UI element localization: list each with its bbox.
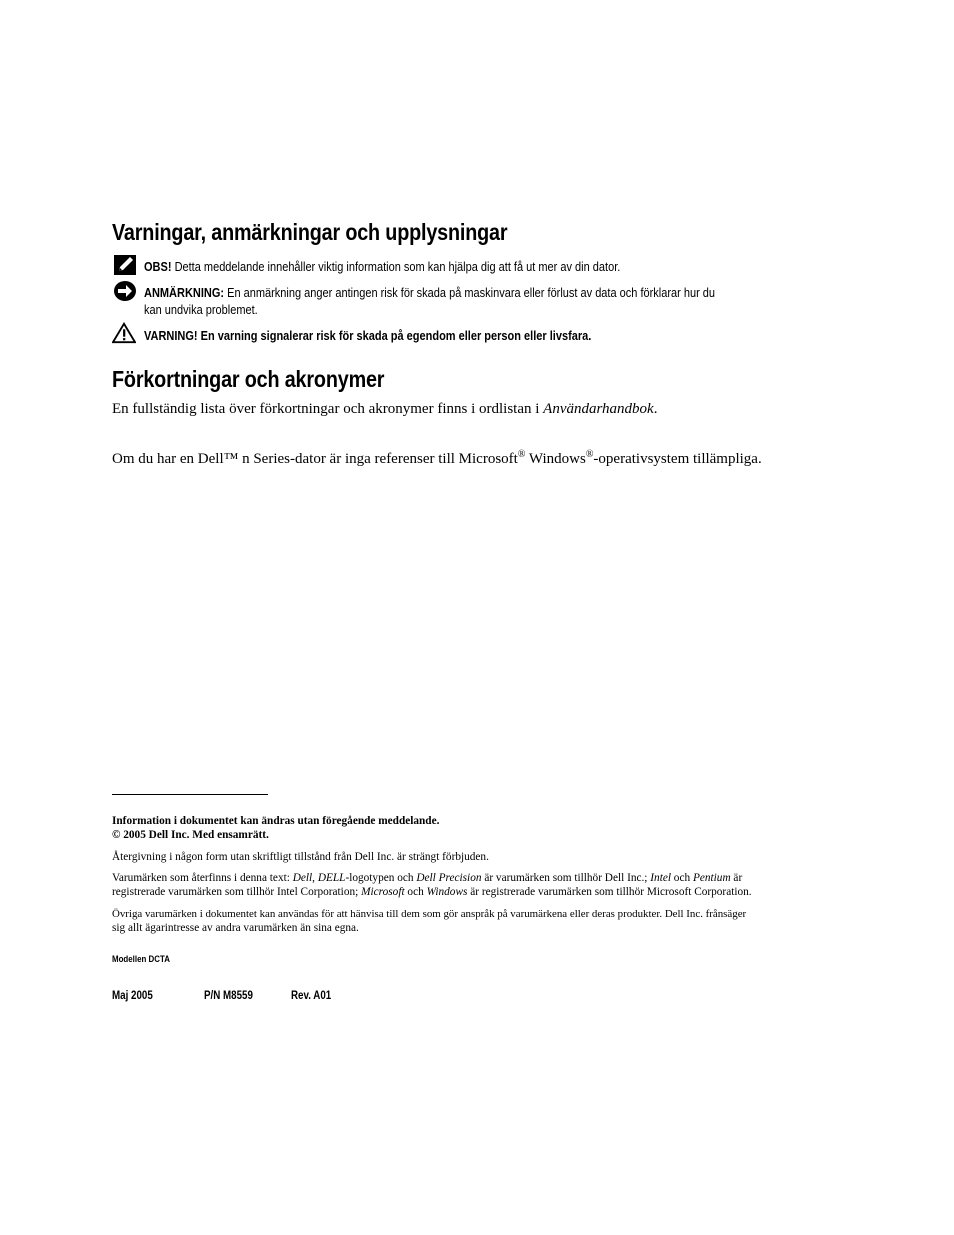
note-anmarkning (144, 285, 715, 301)
registered-mark: ® (585, 449, 594, 460)
pencil-note-icon (113, 254, 137, 276)
tm-text: -logotypen och (345, 872, 417, 884)
revision: Rev. A01 (291, 990, 332, 1002)
n-series-text: Om du har en Dell™ n Series-dator är inga referenser till Microsoft (112, 451, 518, 467)
publication-date: Maj 2005 (112, 990, 153, 1002)
users-guide-reference: Användarhandbok (543, 401, 654, 417)
footer-other-trademarks-line2: sig allt ägarintresse av andra varumärken än sina egna. (112, 922, 359, 934)
model-number: Modellen DCTA (112, 954, 170, 964)
footer-trademarks-line1 (112, 871, 742, 885)
os-text: -operativsystem tillämpliga. (593, 451, 762, 467)
note-anmarkning-text: En anmärkning anger antingen risk för skada på maskinvara eller förlust av data och förklarar hur du (227, 286, 716, 300)
tm-dell-precision: Dell Precision (416, 872, 482, 884)
footer-trademarks-line2 (112, 885, 752, 899)
tm-dell: Dell (292, 872, 313, 884)
glossary-text: En fullständig lista över förkortningar och akronymer finns i ordlistan i (112, 401, 544, 417)
tm-pentium: Pentium (692, 872, 731, 884)
note-varning (144, 328, 591, 344)
footer-notice: Information i dokumentet kan ändras utan föregående meddelande. (112, 815, 440, 827)
paragraph-glossary (112, 401, 657, 418)
tm-microsoft: Microsoft (361, 886, 405, 898)
section-title-abbreviations: Förkortningar och akronymer (112, 366, 385, 392)
part-number: P/N M8559 (204, 990, 253, 1002)
note-obs (144, 259, 620, 275)
warning-triangle-icon (112, 322, 136, 344)
paragraph-n-series (112, 451, 762, 468)
tm-text: är varumärken som tillhör Dell Inc.; (481, 872, 651, 884)
tm-dell-logo: DELL (317, 872, 346, 884)
registered-mark: ® (517, 449, 526, 460)
tm-windows: Windows (426, 886, 468, 898)
note-obs-label: OBS! (144, 260, 172, 274)
note-anmarkning-text-cont: kan undvika problemet. (144, 303, 258, 317)
footer-copyright: © 2005 Dell Inc. Med ensamrätt. (112, 829, 269, 841)
section-title-warnings: Varningar, anmärkningar och upplysningar (112, 219, 508, 245)
tm-text: och (404, 886, 427, 898)
tm-text: är (730, 872, 743, 884)
tm-text: och (670, 872, 693, 884)
note-varning-text: En varning signalerar risk för skada på egendom eller person eller livsfara. (200, 329, 592, 343)
note-varning-label: VARNING! (144, 329, 198, 343)
footer-reproduction: Återgivning i någon form utan skriftligt tillstånd från Dell Inc. är strängt förbjuden. (112, 851, 489, 863)
tm-text: Varumärken som återfinns i denna text: (112, 872, 293, 884)
windows-text: Windows (525, 451, 586, 467)
footer-other-trademarks-line1: Övriga varumärken i dokumentet kan användas för att hänvisa till dem som gör anspråk på varumärkena eller deras produkter. Dell Inc. frånsäger (112, 908, 747, 920)
glossary-period: . (653, 401, 658, 417)
tm-intel: Intel (650, 872, 671, 884)
tm-text: registrerade varumärken som tillhör Intel Corporation; (112, 886, 362, 898)
tm-text: är registrerade varumärken som tillhör Microsoft Corporation. (467, 886, 752, 898)
footer-divider (112, 794, 268, 795)
notice-arrow-icon (113, 280, 137, 302)
note-obs-text: Detta meddelande innehåller viktig information som kan hjälpa dig att få ut mer av din dator. (174, 260, 621, 274)
note-anmarkning-label: ANMÄRKNING: (144, 286, 225, 300)
tm-text: , (312, 872, 318, 884)
